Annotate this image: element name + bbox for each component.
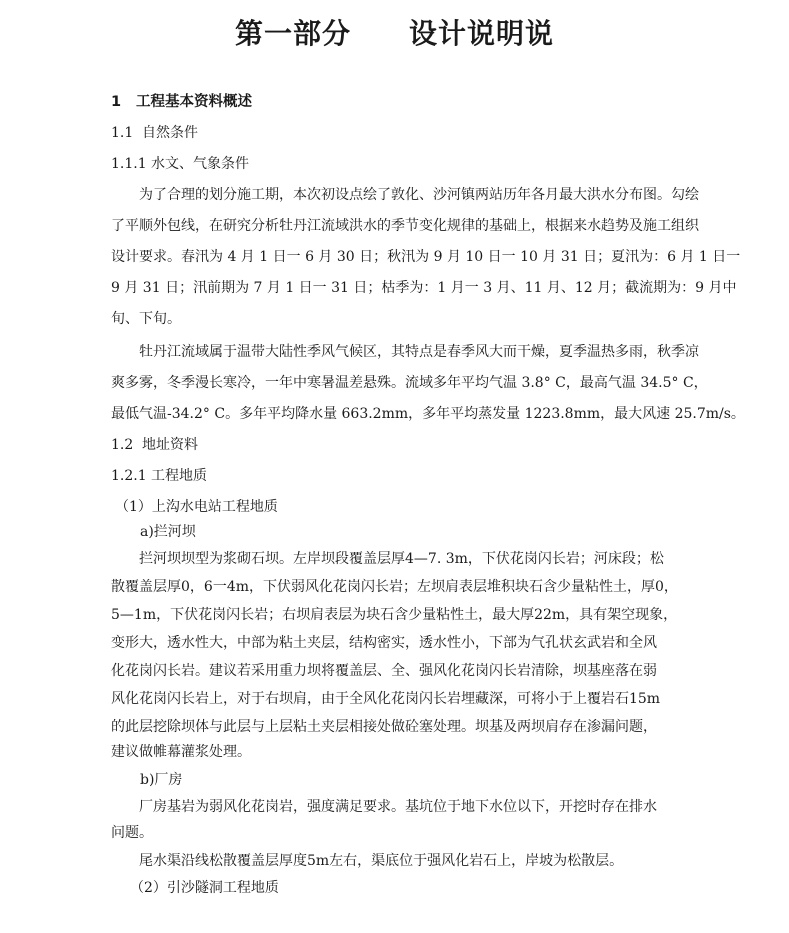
paragraph-line: 的此层挖除坝体与此层与上层粘土夹层相接处做砼塞处理。坝基及两坝肩存在渗漏问题， bbox=[111, 719, 657, 735]
list-item-a: a)拦河坝 bbox=[140, 524, 196, 540]
list-item-2: （2）引沙隧洞工程地质 bbox=[130, 880, 279, 896]
paragraph-line: 尾水渠沿线松散覆盖层厚度5m左右，渠底位于强风化岩石上，岸坡为松散层。 bbox=[139, 853, 624, 869]
paragraph-line: 风化花岗闪长岩上，对于右坝肩，由于全风化花岗闪长岩埋藏深，可将小于上覆岩石15m bbox=[111, 691, 661, 707]
heading-section-1-2: 1.2 地址资料 bbox=[111, 437, 198, 453]
paragraph-line: 为了合理的划分施工期，本次初设点绘了敦化、沙河镇两站历年各月最大洪水分布图。勾绘 bbox=[139, 187, 699, 203]
heading-section-1: 1 工程基本资料概述 bbox=[111, 94, 252, 110]
paragraph-line: 牡丹江流域属于温带大陆性季风气候区，其特点是春季风大而干燥，夏季温热多雨，秋季凉 bbox=[139, 344, 699, 360]
paragraph-line: 化花岗闪长岩。建议若采用重力坝将覆盖层、全、强风化花岗闪长岩清除，坝基座落在弱 bbox=[111, 663, 657, 679]
paragraph-line: 拦河坝坝型为浆砌石坝。左岸坝段覆盖层厚4—7. 3m，下伏花岗闪长岩；河床段；松 bbox=[139, 551, 664, 567]
paragraph-line: 设计要求。春汛为 4 月 1 日一 6 月 30 日；秋汛为 9 月 10 日一 10 月 31 日；夏汛为：6 月 1 日一 bbox=[111, 249, 741, 265]
list-item-b: b)厂房 bbox=[140, 772, 183, 788]
paragraph-line: 最低气温-34.2° C。多年平均降水量 663.2mm，多年平均蒸发量 1223.8mm，最大风速 25.7m/s。 bbox=[111, 406, 745, 422]
paragraph-line: 散覆盖层厚0，6一4m，下伏弱风化花岗闪长岩；左坝肩表层堆积块石含少量粘性土，厚0， bbox=[111, 579, 678, 595]
heading-section-1-1: 1.1 自然条件 bbox=[111, 125, 198, 141]
heading-section-1-1-1: 1.1.1 水文、气象条件 bbox=[111, 156, 249, 172]
paragraph-line: 厂房基岩为弱风化花岗岩，强度满足要求。基坑位于地下水位以下，开挖时存在排水 bbox=[139, 799, 657, 815]
title-part: 第一部分 bbox=[234, 17, 351, 50]
paragraph-line: 问题。 bbox=[111, 825, 153, 841]
paragraph-line: 爽多雾，冬季漫长寒冷，一年中寒暑温差悬殊。流域多年平均气温 3.8° C，最高气温 34.5° C， bbox=[111, 375, 708, 391]
paragraph-line: 旬、下旬。 bbox=[111, 311, 181, 327]
list-item-1: （1）上沟水电站工程地质 bbox=[115, 499, 278, 515]
paragraph-line: 变形大，透水性大，中部为粘土夹层，结构密实，透水性小，下部为气孔状玄武岩和全风 bbox=[111, 635, 657, 651]
heading-section-1-2-1: 1.2.1 工程地质 bbox=[111, 468, 207, 484]
paragraph-line: 了平顺外包线，在研究分析牡丹江流域洪水的季节变化规律的基础上，根据来水趋势及施工组织 bbox=[111, 218, 699, 234]
paragraph-line: 建议做帷幕灌浆处理。 bbox=[111, 744, 251, 760]
paragraph-line: 5—1m，下伏花岗闪长岩；右坝肩表层为块石含少量粘性土，最大厚22m，具有架空现象， bbox=[111, 607, 678, 623]
paragraph-line: 9 月 31 日；汛前期为 7 月 1 日一 31 日；枯季为：1 月一 3 月、11 月、12 月；截流期为：9 月中 bbox=[111, 280, 737, 296]
title-main: 设计说明说 bbox=[409, 17, 555, 50]
document-title bbox=[0, 12, 789, 52]
